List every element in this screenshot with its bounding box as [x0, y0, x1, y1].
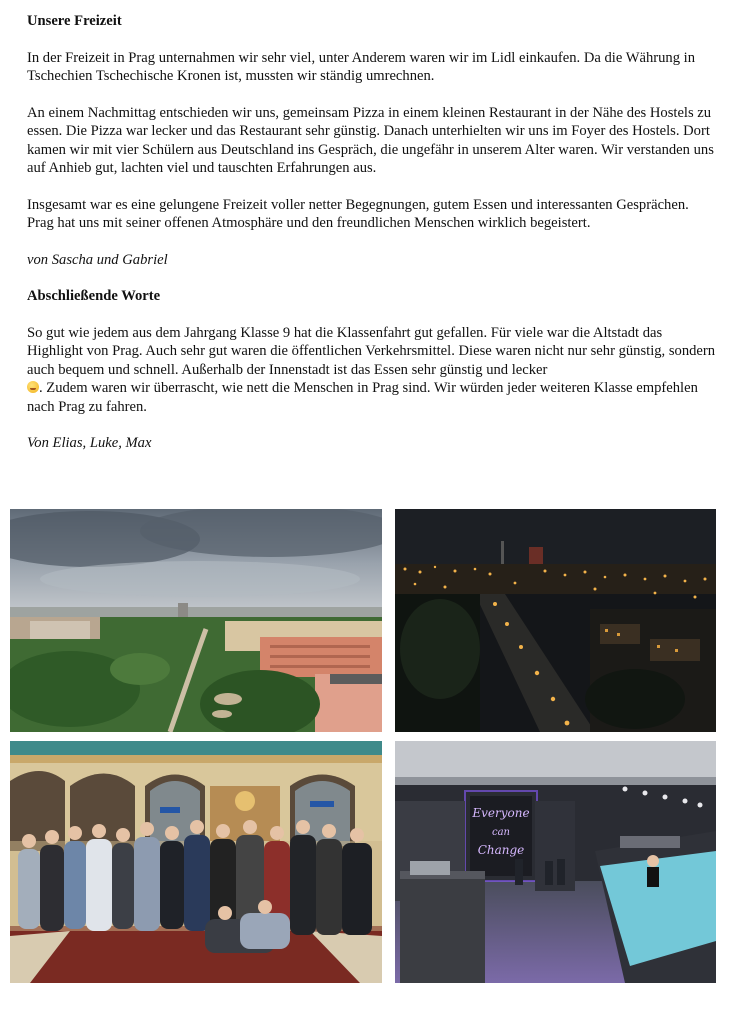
neon-sign-line-3: Change [477, 843, 525, 857]
section-heading-freizeit: Unsere Freizeit [27, 13, 122, 29]
paragraph [27, 324, 717, 417]
section-heading-abschliessende-worte: Abschließende Worte [27, 288, 161, 304]
photo-night-city-image [395, 509, 716, 732]
smiling-face-icon [27, 381, 39, 393]
photo-city-panorama [10, 509, 382, 732]
paragraph: Insgesamt war es eine gelungene Freizeit voller netter Begegnungen, gutem Essen und interessanten Gesprächen. Prag hat uns mit seiner offenen Atmosphäre und den freundlichen Menschen wirklich begeistert. [27, 196, 689, 231]
photo-hostel-lobby [395, 741, 716, 983]
neon-sign-line-1: Everyone [472, 806, 530, 820]
author-signature: von Sascha und Gabriel [27, 251, 168, 268]
photo-class-group [10, 741, 382, 983]
photo-class-group-image [10, 741, 382, 983]
photo-hostel-lobby-image [395, 741, 716, 983]
article-text [27, 12, 717, 471]
paragraph-text: . Zudem waren wir überrascht, wie nett die Menschen in Prag sind. Wir würden jeder weiteren Klasse empfehlen nach Prag zu fahren. [27, 380, 698, 415]
photo-city-panorama-image [10, 509, 382, 732]
paragraph: An einem Nachmittag entschieden wir uns, gemeinsam Pizza in einem kleinen Restaurant in der Nähe des Hostels zu essen. Die Pizza war lecker und das Restaurant sehr günstig. Danach unterhielten wir uns im Foyer des Hostels. Dort kamen wir mit vier Schülern aus Deutschland ins Gespräch, die ungefähr in unserem Alter waren. Wir verstanden uns auf Anhieb gut, lachten viel und tauschten Erfahrungen aus. [27, 104, 714, 176]
photo-night-city [395, 509, 716, 732]
author-signature: Von Elias, Luke, Max [27, 435, 152, 451]
neon-sign-line-2: can [491, 827, 511, 838]
paragraph: In der Freizeit in Prag unternahmen wir sehr viel, unter Anderem waren wir im Lidl einkaufen. Da die Währung in Tschechien Tschechische Kronen ist, mussten wir ständig umrechnen. [27, 49, 695, 84]
paragraph-text: So gut wie jedem aus dem Jahrgang Klasse 9 hat die Klassenfahrt gut gefallen. Für viele war die Altstadt das Highlight von Prag. Auch sehr gut waren die öffentlichen Verkehrsmittel. Diese waren nicht nur sehr günstig, sondern auch bequem und schnell. Außerhalb der Innenstadt ist das Essen sehr günstig und lecker [27, 324, 716, 378]
